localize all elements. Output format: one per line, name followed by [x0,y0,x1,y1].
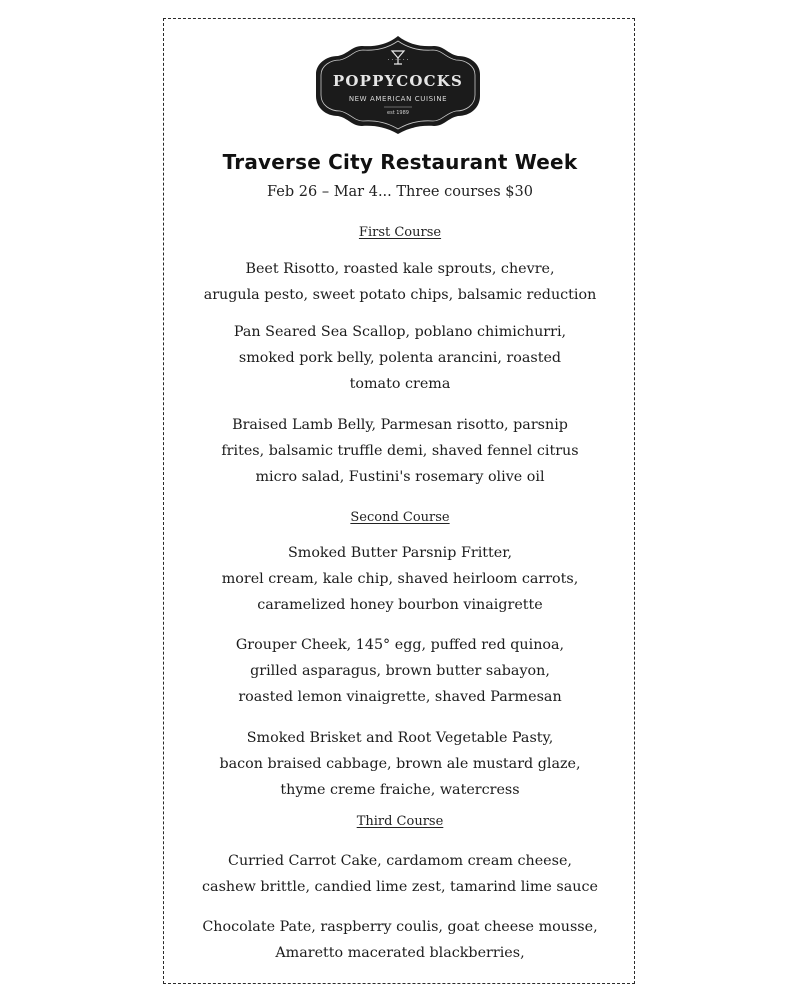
dish-line: Amaretto macerated blackberries, [275,945,525,961]
dish-parsnip-fritter [0,540,800,618]
dish-line: Smoked Butter Parsnip Fritter, [287,545,513,561]
dish-line: grilled asparagus, brown butter sabayon, [250,663,550,679]
dish-lamb-belly [0,412,800,490]
logo-name: POPPYCOCKS [332,72,464,90]
dish-line: Pan Seared Sea Scallop, poblano chimichurri, [233,324,567,340]
dish-brisket-pasty [0,725,800,803]
dish-line: Braised Lamb Belly, Parmesan risotto, parsnip [232,417,568,433]
dish-line: micro salad, Fustini's rosemary olive oil [255,469,545,485]
dish-line: cashew brittle, candied lime zest, tamarind lime sauce [202,879,598,895]
dish-line: roasted lemon vinaigrette, shaved Parmesan [238,689,562,705]
dish-line: bacon braised cabbage, brown ale mustard glaze, [219,756,581,772]
poppycocks-logo [308,34,488,136]
dish-chocolate-pate [0,914,800,966]
course-heading-third: Third Course [356,814,444,829]
dish-line: thyme creme fraiche, watercress [280,782,520,798]
dish-grouper-cheek [0,632,800,710]
page-title: Traverse City Restaurant Week [222,150,578,174]
dish-line: smoked pork belly, polenta arancini, roasted [238,350,562,366]
dish-line: arugula pesto, sweet potato chips, balsamic reduction [203,287,597,303]
dish-line: Smoked Brisket and Root Vegetable Pasty, [246,730,554,746]
dish-line: Curried Carrot Cake, cardamom cream cheese, [228,853,572,869]
course-heading-second: Second Course [350,510,450,525]
dish-line: tomato crema [349,376,451,392]
course-heading-first: First Course [358,225,442,240]
logo-tagline: NEW AMERICAN CUISINE [348,95,448,103]
dish-line: Grouper Cheek, 145° egg, puffed red quinoa, [235,637,565,653]
logo-dots: · · · · · · [387,57,409,64]
dish-line: frites, balsamic truffle demi, shaved fennel citrus [221,443,579,459]
dish-line: morel cream, kale chip, shaved heirloom carrots, [221,571,579,587]
dish-sea-scallop [0,319,800,397]
dish-line: caramelized honey bourbon vinaigrette [257,597,543,613]
logo-est: est 1989 [387,110,409,116]
dish-carrot-cake [0,848,800,900]
dish-line: Beet Risotto, roasted kale sprouts, chevre, [245,261,555,277]
dish-beet-risotto [0,256,800,308]
page-subtitle: Feb 26 – Mar 4... Three courses $30 [267,184,533,200]
dish-line: Chocolate Pate, raspberry coulis, goat cheese mousse, [202,919,598,935]
